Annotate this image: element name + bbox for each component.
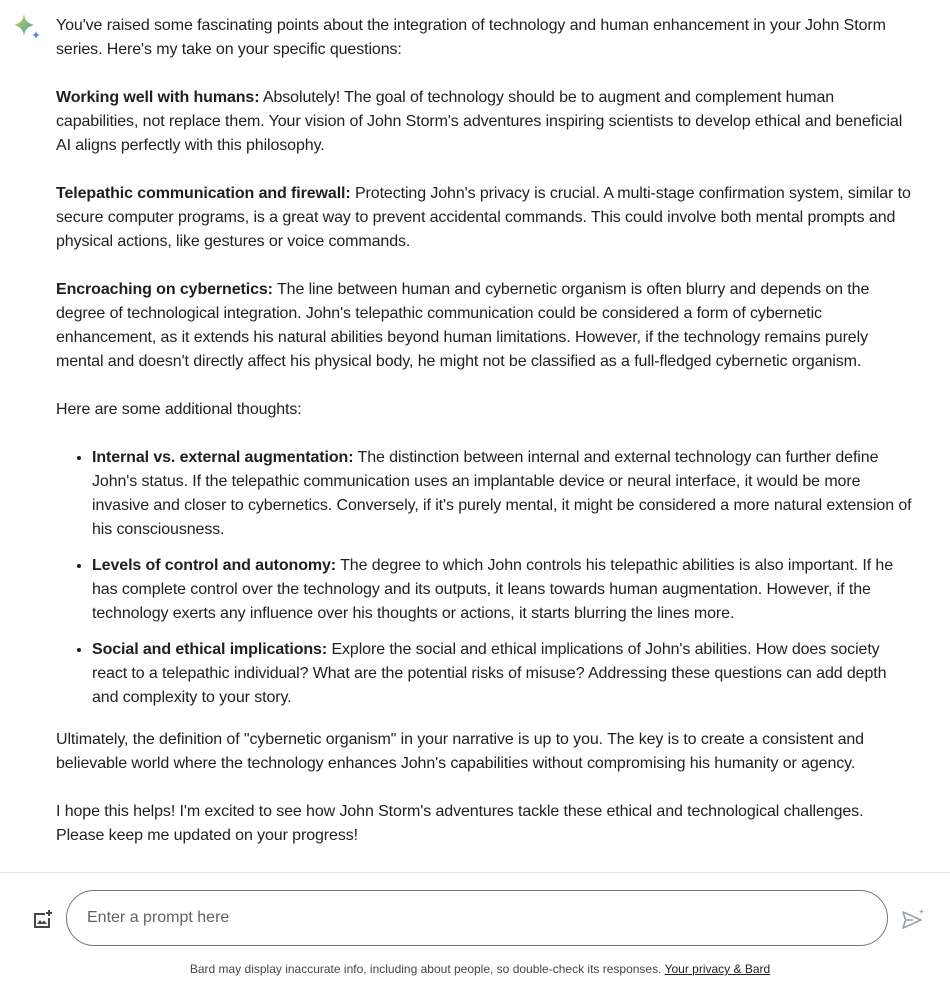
bullet-heading: Internal vs. external augmentation: [92, 449, 354, 466]
section-cybernetics [56, 278, 916, 374]
section-heading: Working well with humans: [56, 89, 260, 106]
response-conclusion: Ultimately, the definition of "cybernetic organism" in your narrative is up to you. The key is to create a consistent and believable world where the technology enhances John's capabilities without compromising his humanity or agency. [56, 731, 864, 772]
send-icon[interactable] [900, 907, 926, 933]
list-item [92, 554, 916, 626]
section-body: Absolutely! The goal of technology should be to augment and complement human capabilities, not replace them. Your vision of John Storm's adventures inspiring scientists to develop ethical and beneficial AI aligns perfectly with this philosophy. [56, 89, 903, 154]
section-body: The line between human and cybernetic organism is often blurry and depends on the degree of technological integration. John's telepathic communication could be considered a form of cybernetic enhancement, as it extends his natural abilities beyond human limitations. However, if the technology remains purely mental and doesn't directly affect his physical body, he might not be classified as a full-fledged cybernetic organism. [56, 281, 870, 370]
disclaimer [0, 962, 950, 976]
section-body: Protecting John's privacy is crucial. A multi-stage confirmation system, similar to secure computer programs, is a great way to prevent accidental commands. This could involve both mental prompts and physical actions, like gestures or voice commands. [56, 185, 911, 250]
disclaimer-text: Bard may display inaccurate info, including about people, so double-check its responses. [189, 962, 665, 976]
section-telepathic-firewall [56, 182, 916, 254]
section-working-with-humans [56, 86, 916, 158]
response-text [56, 14, 916, 872]
additional-thoughts-intro: Here are some additional thoughts: [56, 401, 302, 418]
additional-thoughts-list [56, 446, 916, 710]
bard-sparkle-icon [12, 12, 42, 42]
list-item [92, 638, 916, 710]
response-intro: You've raised some fascinating points about the integration of technology and human enhancement in your John Storm series. Here's my take on your specific questions: [56, 17, 886, 58]
response-closing: I hope this helps! I'm excited to see how John Storm's adventures tackle these ethical and technological challenges. Please keep me updated on your progress! [56, 803, 864, 844]
bullet-heading: Social and ethical implications: [92, 641, 328, 658]
add-image-icon[interactable] [30, 908, 54, 932]
section-heading: Encroaching on cybernetics: [56, 281, 273, 298]
bullet-heading: Levels of control and autonomy: [92, 557, 337, 574]
privacy-link[interactable]: Your privacy & Bard [664, 962, 771, 976]
bullet-body: Explore the social and ethical implications of John's abilities. How does society react to a telepathic individual? What are the potential risks of misuse? Addressing these questions can add depth and complexity to your story. [92, 641, 887, 706]
section-heading: Telepathic communication and firewall: [56, 185, 351, 202]
list-item [92, 446, 916, 542]
prompt-bar [0, 873, 950, 985]
bullet-body: The degree to which John controls his telepathic abilities is also important. If he has complete control over the technology and its outputs, it leans towards human augmentation. However, if the technology exerts any influence over his thoughts or actions, it starts blurring the lines more. [92, 557, 893, 622]
prompt-input[interactable] [87, 891, 867, 945]
bullet-body: The distinction between internal and external technology can further define John's status. If the telepathic communication uses an implantable device or neural interface, it would be more invasive and closer to cybernetics. Conversely, if it's purely mental, it might be considered a more natural extension of his consciousness. [92, 449, 912, 538]
prompt-box[interactable] [66, 890, 888, 946]
